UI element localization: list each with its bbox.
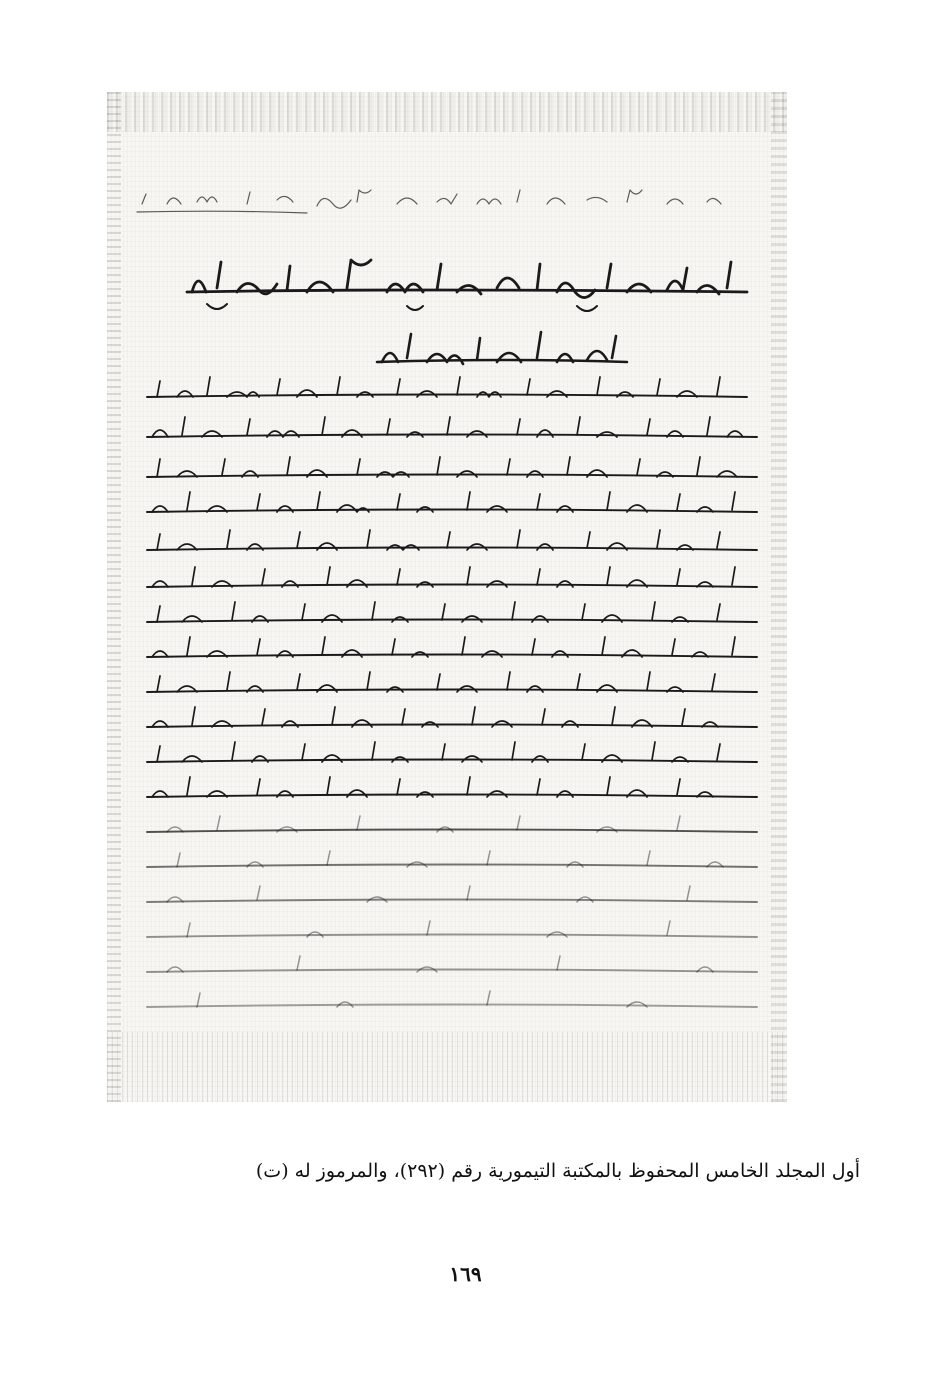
faded-letter-strokes: [167, 816, 723, 1007]
basmala-line: [137, 190, 721, 213]
page-number: ١٦٩: [449, 1262, 482, 1286]
body-letter-strokes: [152, 377, 743, 797]
figure-caption: أول المجلد الخامس المحفوظ بالمكتبة التيمورية رقم (٢٩٢)، والمرموز له (ت): [255, 1160, 860, 1182]
title-line-1: [187, 260, 747, 311]
manuscript-handwriting: [107, 92, 787, 1102]
title-line-2: [377, 332, 627, 364]
body-text-lines: [147, 395, 757, 1008]
manuscript-scan-image: [107, 92, 787, 1102]
